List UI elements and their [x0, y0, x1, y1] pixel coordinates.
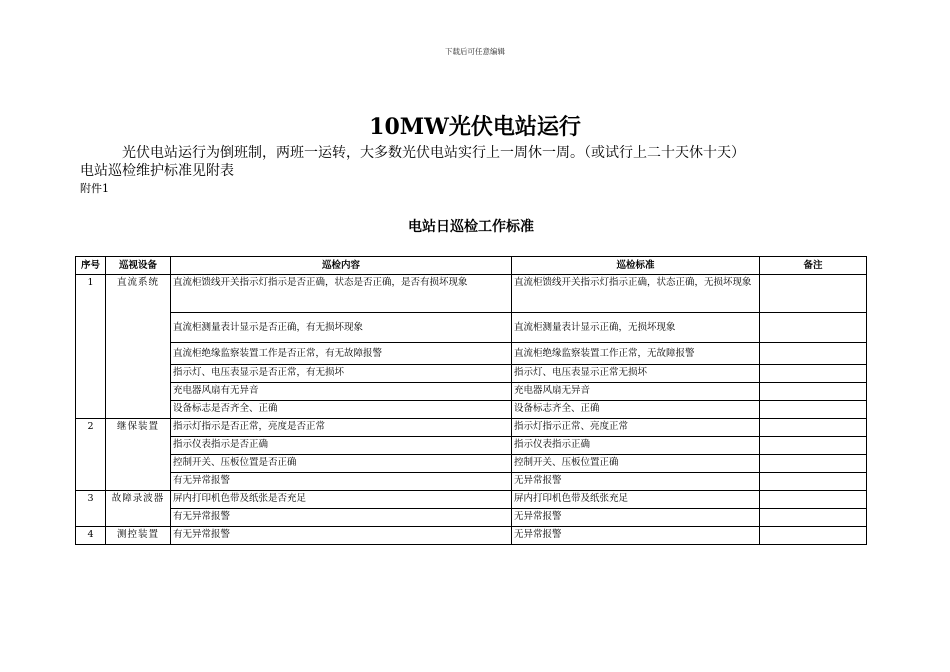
row-number: 4: [76, 527, 106, 545]
inspection-content: 指示灯指示是否正常，亮度是否正常: [171, 419, 512, 437]
inspection-content: 指示仪表指示是否正确: [171, 437, 512, 455]
inspection-standard: 控制开关、压板位置正确: [512, 455, 760, 473]
inspection-content: 指示灯、电压表显示是否正常，有无损坏: [171, 365, 512, 383]
table-row: [76, 437, 867, 455]
device-name: 故障录波器: [106, 491, 171, 527]
inspection-content: 直流柜测量表计显示是否正确，有无损坏现象: [171, 313, 512, 343]
table-row: [76, 419, 867, 437]
inspection-standard: 直流柜馈线开关指示灯指示正确，状态正确，无损坏现象: [512, 275, 760, 313]
header-no: 序号: [76, 257, 106, 275]
table-row: [76, 401, 867, 419]
inspection-content: 直流柜绝缘监察装置工作是否正常，有无故障报警: [171, 343, 512, 365]
table-header-row: [76, 257, 867, 275]
header-note: 下载后可任意编辑: [445, 47, 505, 56]
inspection-content: 屏内打印机色带及纸张是否充足: [171, 491, 512, 509]
inspection-content: 直流柜馈线开关指示灯指示是否正确，状态是否正确，是否有损坏现象: [171, 275, 512, 313]
table-row: [76, 343, 867, 365]
remark-cell: [760, 491, 867, 509]
table-row: [76, 383, 867, 401]
inspection-standard: 充电器风扇无异音: [512, 383, 760, 401]
document-title: 10MW光伏电站运行: [369, 114, 581, 140]
table-row: [76, 473, 867, 491]
inspection-standard: 指示灯、电压表显示正常无损坏: [512, 365, 760, 383]
remark-cell: [760, 383, 867, 401]
header-remark: 备注: [760, 257, 867, 275]
remark-cell: [760, 473, 867, 491]
remark-cell: [760, 401, 867, 419]
header-content: 巡检内容: [171, 257, 512, 275]
table-row: [76, 527, 867, 545]
remark-cell: [760, 509, 867, 527]
inspection-standard: 指示仪表指示正确: [512, 437, 760, 455]
intro-paragraph-line-1: 光伏电站运行为倒班制，两班一运转，大多数光伏电站实行上一周休一周。（或试行上二十天休十天）: [122, 145, 745, 161]
inspection-standard: 无异常报警: [512, 473, 760, 491]
remark-cell: [760, 527, 867, 545]
remark-cell: [760, 419, 867, 437]
inspection-content: 设备标志是否齐全、正确: [171, 401, 512, 419]
row-number: 2: [76, 419, 106, 491]
inspection-content: 有无异常报警: [171, 527, 512, 545]
device-name: 继保装置: [106, 419, 171, 491]
inspection-standard: 直流柜测量表计显示正确，无损坏现象: [512, 313, 760, 343]
intro-paragraph-line-2: 电站巡检维护标准见附表: [80, 163, 234, 179]
table-title: 电站日巡检工作标准: [408, 219, 534, 235]
row-number: 1: [76, 275, 106, 419]
table-row: [76, 491, 867, 509]
table-row: [76, 275, 867, 313]
inspection-table: [75, 256, 867, 545]
header-standard: 巡检标准: [512, 257, 760, 275]
row-number: 3: [76, 491, 106, 527]
inspection-content: 充电器风扇有无异音: [171, 383, 512, 401]
inspection-standard: 直流柜绝缘监察装置工作正常，无故障报警: [512, 343, 760, 365]
inspection-standard: 无异常报警: [512, 509, 760, 527]
inspection-content: 有无异常报警: [171, 509, 512, 527]
remark-cell: [760, 437, 867, 455]
table-row: [76, 509, 867, 527]
remark-cell: [760, 455, 867, 473]
header-device: 巡视设备: [106, 257, 171, 275]
remark-cell: [760, 365, 867, 383]
inspection-standard: 设备标志齐全、正确: [512, 401, 760, 419]
remark-cell: [760, 343, 867, 365]
attachment-label: 附件1: [80, 182, 109, 195]
device-name: 直流系统: [106, 275, 171, 419]
inspection-standard: 屏内打印机色带及纸张充足: [512, 491, 760, 509]
remark-cell: [760, 313, 867, 343]
device-name: 测控装置: [106, 527, 171, 545]
inspection-standard: 指示灯指示正常、亮度正常: [512, 419, 760, 437]
table-row: [76, 455, 867, 473]
inspection-content: 有无异常报警: [171, 473, 512, 491]
inspection-standard: 无异常报警: [512, 527, 760, 545]
inspection-content: 控制开关、压板位置是否正确: [171, 455, 512, 473]
table-row: [76, 313, 867, 343]
table-row: [76, 365, 867, 383]
remark-cell: [760, 275, 867, 313]
